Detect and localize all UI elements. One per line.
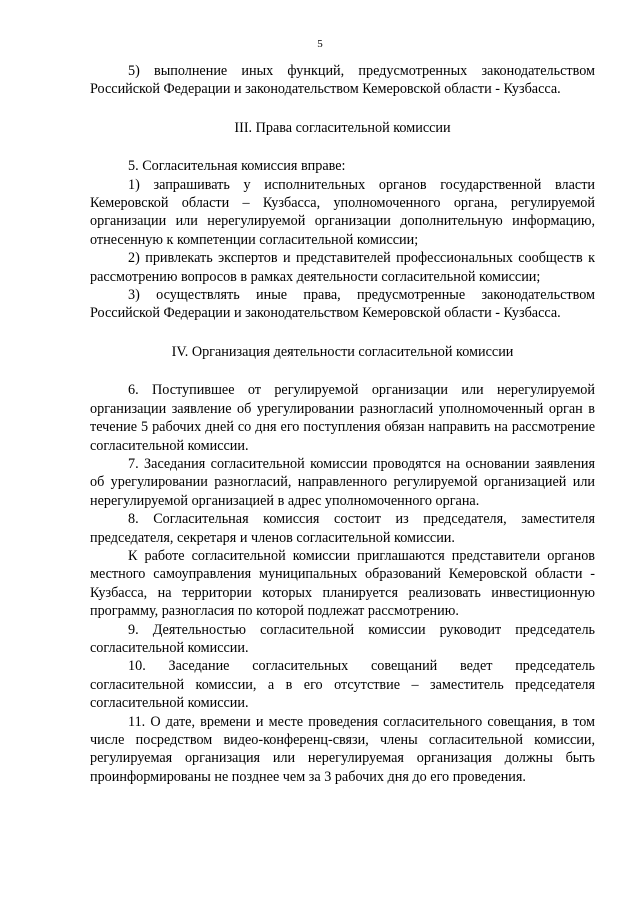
page-number: 5: [317, 38, 323, 50]
section-heading-organization: IV. Организация деятельности согласительной комиссии: [171, 343, 514, 360]
paragraph-7: 7. Заседания согласительной комиссии проводятся на основании заявления об урегулировании разногласий, направленного регулируемой организацией или нерегулируемой организацией в адрес уполномоченного органа.: [90, 455, 595, 509]
paragraph-commission-rights-intro: 5. Согласительная комиссия вправе:: [128, 158, 346, 175]
paragraph-9: 9. Деятельностью согласительной комиссии руководит председатель согласительной комиссии.: [90, 621, 595, 656]
paragraph-right-2: 2) привлекать экспертов и представителей профессиональных сообществ к рассмотрению вопросов в рамках деятельности согласительной комиссии;: [90, 250, 595, 285]
section-heading-rights: III. Права согласительной комиссии: [234, 119, 451, 136]
paragraph-8: 8. Согласительная комиссия состоит из председателя, заместителя председателя, секретаря и членов согласительной комиссии.: [90, 511, 595, 546]
paragraph-6: 6. Поступившее от регулируемой организации или нерегулируемой организации заявление об урегулировании разногласий уполномоченный орган в течение 5 рабочих дней со дня его поступления обязан направить на рассмотрение согласительной комиссии.: [90, 382, 595, 454]
paragraph-right-1: 1) запрашивать у исполнительных органов государственной власти Кемеровской области – Кузбасса, уполномоченного органа, регулируемой организации или нерегулируемой организации дополнительную информацию, отнесенную к компетенции согласительной комиссии;: [90, 176, 595, 248]
paragraph-10: 10. Заседание согласительных совещаний ведет председатель согласительной комиссии, а в его отсутствие – заместитель председателя согласительной комиссии.: [90, 658, 595, 712]
paragraph-right-3: 3) осуществлять иные права, предусмотренные законодательством Российской Федерации и законодательством Кемеровской области - Кузбасса.: [90, 287, 595, 322]
paragraph-item-5: 5) выполнение иных функций, предусмотренных законодательством Российской Федерации и законодательством Кемеровской области - Кузбасса.: [90, 63, 595, 98]
paragraph-11: 11. О дате, времени и месте проведения согласительного совещания, в том числе посредством видео-конференц-связи, члены согласительной комиссии, регулируемая организация или нерегулируемая организация должны быть проинформированы не позднее чем за 3 рабочих дня до его проведения.: [90, 713, 595, 785]
paragraph-8-invitees: К работе согласительной комиссии приглашаются представители органов местного самоуправления муниципальных образований Кемеровской области - Кузбасса, на территории которых планируется реализовать инвестиционную программу, разногласия по которой подлежат рассмотрению.: [90, 547, 595, 620]
document-body: [90, 62, 595, 786]
